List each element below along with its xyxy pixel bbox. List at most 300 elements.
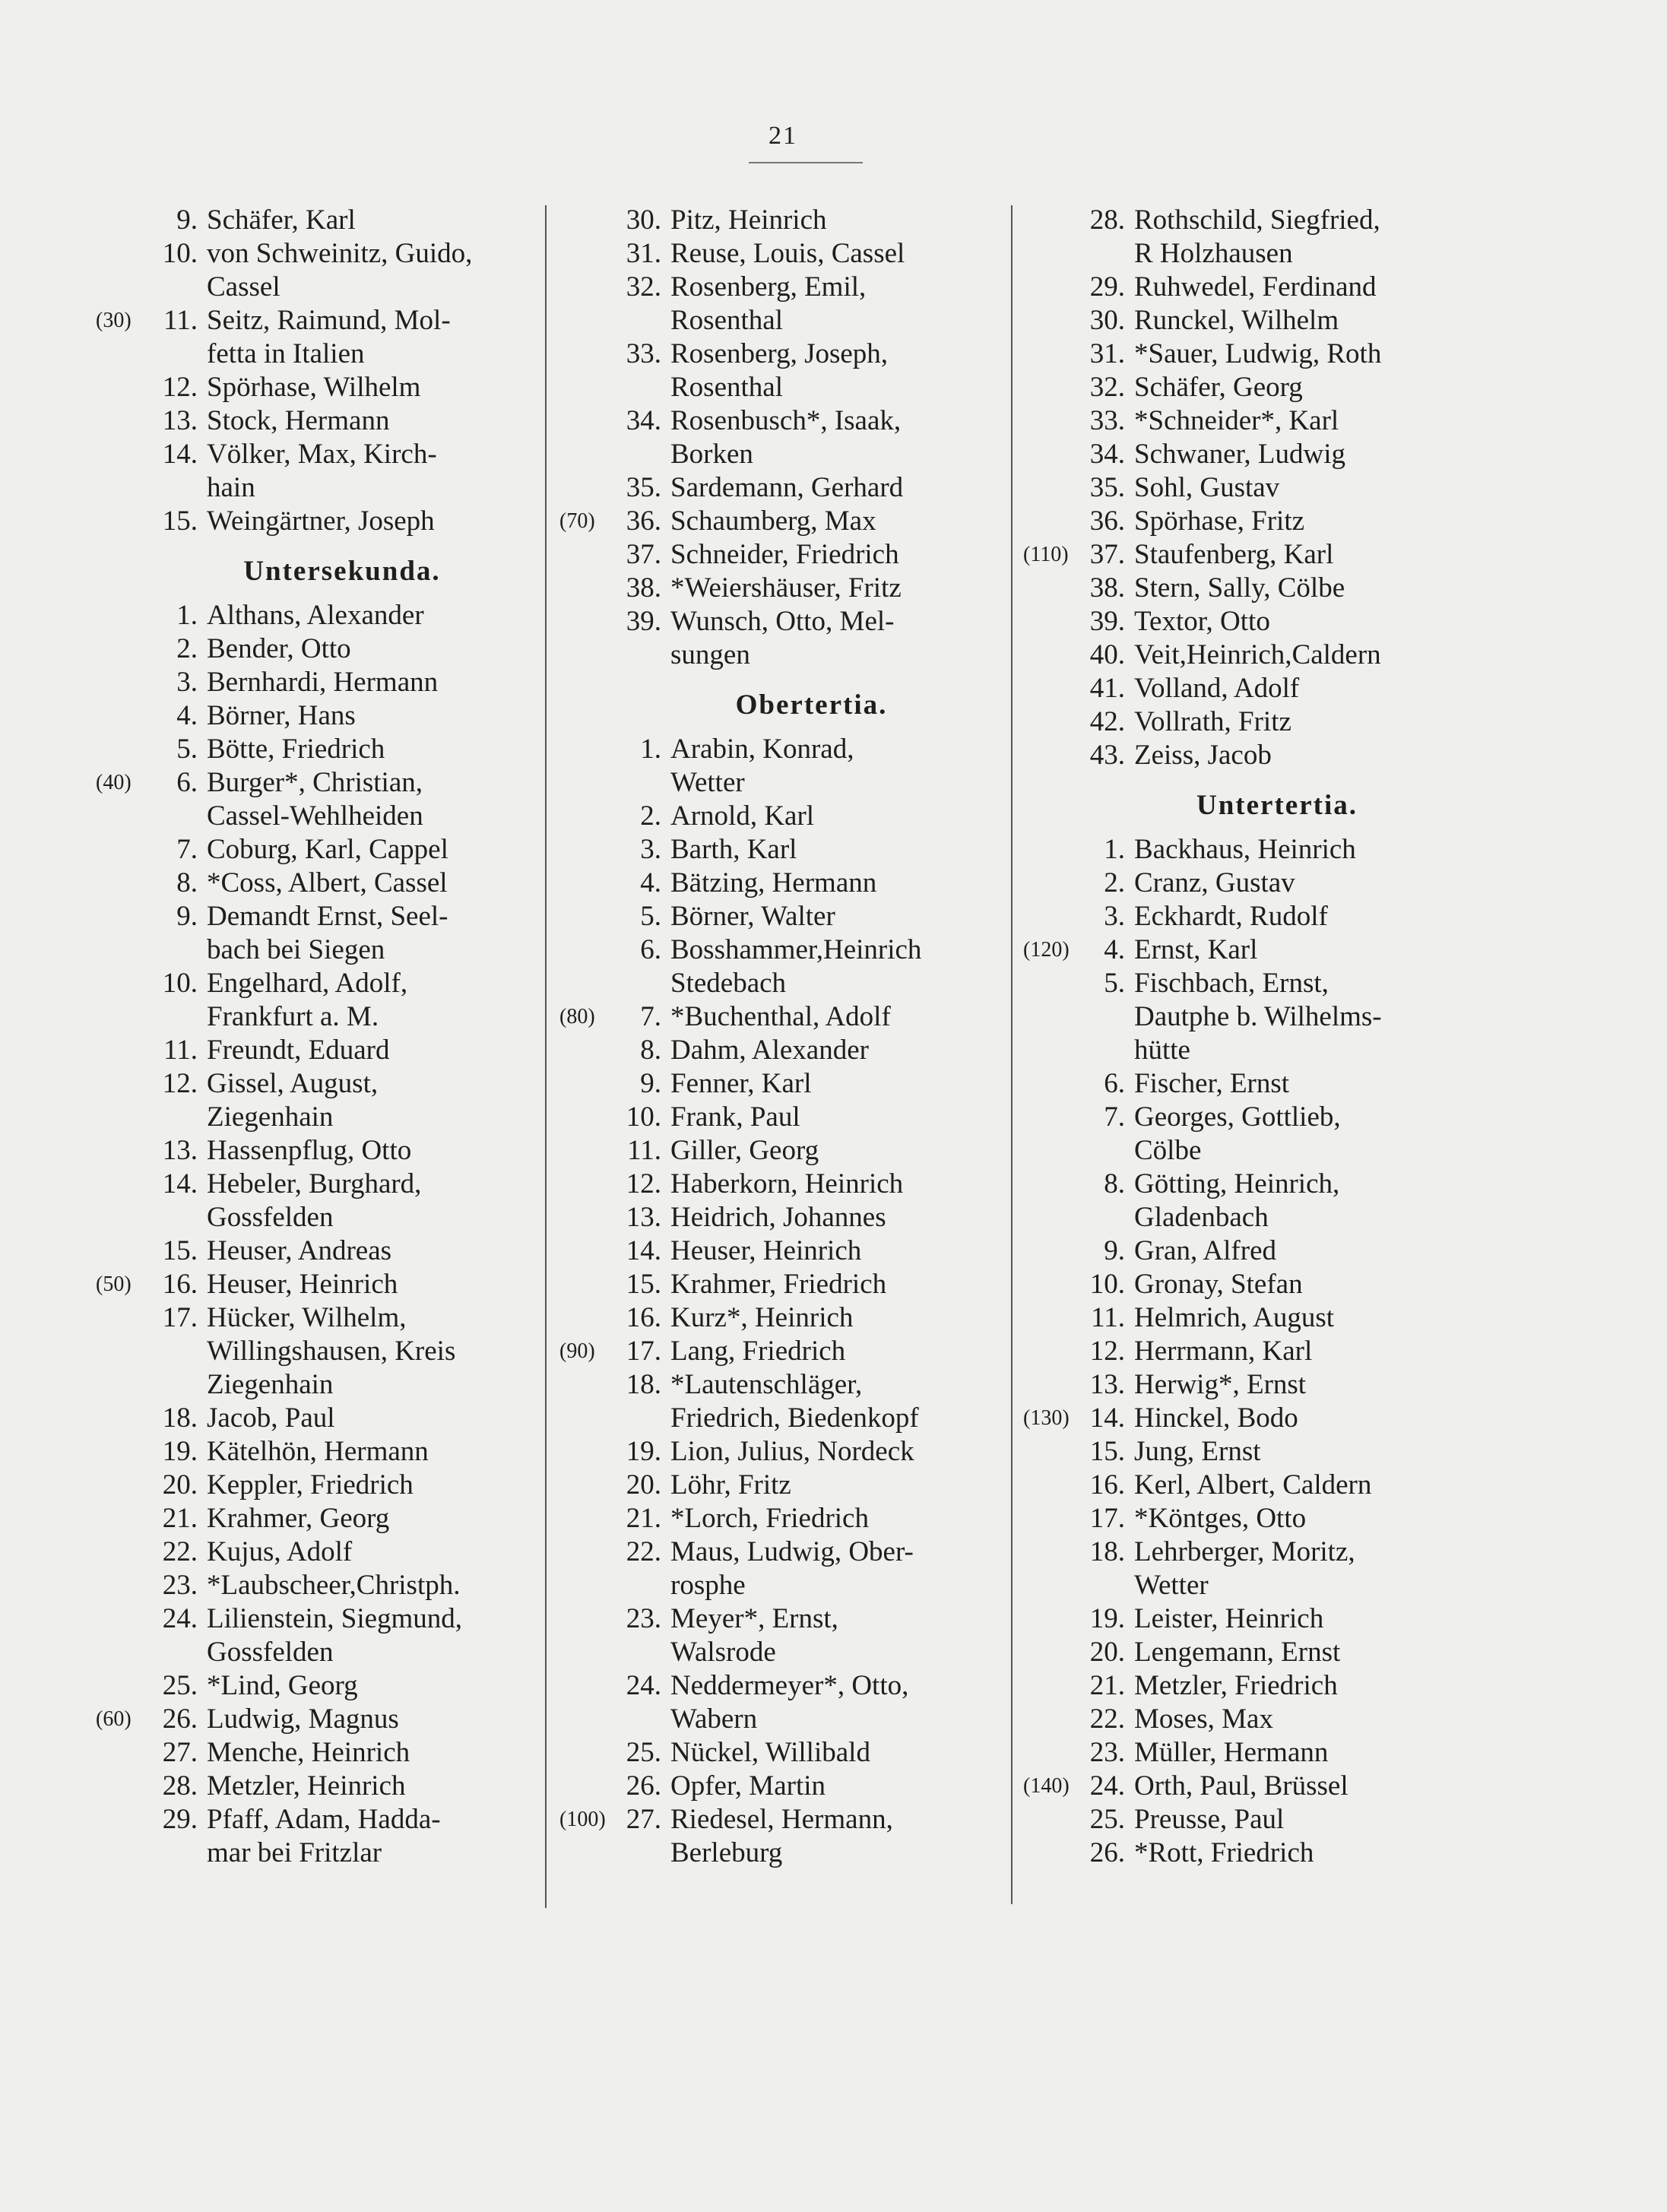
entry-number: 33. <box>1089 405 1125 436</box>
student-entry <box>91 1301 540 1402</box>
entry-number: 2. <box>176 633 198 664</box>
running-count-marker <box>555 933 608 1000</box>
name-line: Hücker, Wilhelm, <box>207 1302 407 1333</box>
name-line: Spörhase, Fritz <box>1134 505 1305 537</box>
running-count-marker <box>1019 1636 1072 1669</box>
name-line: Kerl, Albert, Caldern <box>1134 1469 1372 1501</box>
name-line: Riedesel, Hermann, <box>670 1804 893 1835</box>
name-line: Eckhardt, Rudolf <box>1134 901 1328 932</box>
student-entry <box>1019 605 1475 639</box>
student-entry <box>555 867 1007 900</box>
student-entry <box>555 1268 1007 1301</box>
name-line: Gladenbach <box>1134 1202 1269 1233</box>
student-entry <box>91 1602 540 1669</box>
student-entry <box>1019 338 1475 371</box>
student-entry <box>91 1268 540 1301</box>
entry-number: 27. <box>626 1804 661 1835</box>
student-entry <box>1019 404 1475 438</box>
name-line: Rothschild, Siegfried, <box>1134 204 1380 236</box>
student-name <box>1134 338 1475 371</box>
name-line: Reuse, Louis, Cassel <box>670 238 905 269</box>
entry-number: 1. <box>176 600 198 631</box>
student-name <box>207 304 540 371</box>
student-name <box>207 371 540 404</box>
running-count-marker <box>91 1569 144 1602</box>
student-name <box>670 933 1007 1000</box>
entry-number: 37. <box>1089 539 1125 570</box>
student-entry <box>555 605 1007 672</box>
student-entry <box>1019 1602 1475 1636</box>
student-entry <box>555 900 1007 933</box>
page-number-rule <box>749 162 863 163</box>
running-count-marker <box>91 1067 144 1134</box>
running-count-marker <box>1019 371 1072 404</box>
name-line: Herrmann, Karl <box>1134 1336 1313 1367</box>
running-count-marker <box>555 1067 608 1101</box>
student-name <box>207 1234 540 1268</box>
student-name <box>670 471 1007 505</box>
student-entry <box>555 538 1007 572</box>
name-line: Spörhase, Wilhelm <box>207 372 421 403</box>
running-count-marker <box>91 666 144 699</box>
student-entry <box>91 766 540 833</box>
name-line: *Coss, Albert, Cassel <box>207 867 448 898</box>
student-name <box>670 1134 1007 1168</box>
entry-number: 26. <box>626 1770 661 1802</box>
name-line: Kujus, Adolf <box>207 1536 353 1567</box>
student-name <box>670 271 1007 338</box>
student-entry <box>555 1770 1007 1803</box>
running-count-marker <box>1019 572 1072 605</box>
entry-number: 25. <box>626 1737 661 1768</box>
running-count-marker <box>555 1168 608 1201</box>
student-name <box>670 867 1007 900</box>
student-entry <box>91 237 540 304</box>
name-line: *Sauer, Ludwig, Roth <box>1134 338 1382 369</box>
entry-number: 37. <box>626 539 661 570</box>
student-name <box>670 204 1007 237</box>
running-count-marker <box>1019 1435 1072 1469</box>
student-entry <box>555 1301 1007 1335</box>
entry-number: 13. <box>1089 1369 1125 1400</box>
entry-number: 20. <box>162 1469 198 1501</box>
student-name <box>670 538 1007 572</box>
name-line: Götting, Heinrich, <box>1134 1168 1340 1199</box>
running-count-marker <box>1019 1836 1072 1870</box>
student-entry <box>555 204 1007 237</box>
student-entry <box>1019 1636 1475 1669</box>
student-name <box>207 1435 540 1469</box>
entry-number: 1. <box>1104 834 1125 865</box>
name-line: Jacob, Paul <box>207 1402 335 1434</box>
student-name <box>1134 1469 1475 1502</box>
running-count-marker <box>1019 438 1072 471</box>
student-name <box>670 1469 1007 1502</box>
student-entry <box>91 900 540 967</box>
running-count-marker <box>555 1134 608 1168</box>
student-entry <box>555 1435 1007 1469</box>
entry-number: 16. <box>162 1269 198 1300</box>
name-line: Althans, Alexander <box>207 600 424 631</box>
entry-number: 5. <box>176 734 198 765</box>
running-count-marker <box>1019 967 1072 1067</box>
student-entry <box>1019 1535 1475 1602</box>
student-name <box>207 699 540 733</box>
name-line: Zeiss, Jacob <box>1134 740 1272 771</box>
student-entry <box>91 404 540 438</box>
student-name <box>1134 1402 1475 1435</box>
student-name <box>1134 900 1475 933</box>
entry-number: 24. <box>1089 1770 1125 1802</box>
student-name <box>670 1234 1007 1268</box>
running-count-marker <box>91 1669 144 1703</box>
entry-number: 6. <box>176 767 198 798</box>
running-count-marker <box>91 1770 144 1803</box>
name-line: Freundt, Eduard <box>207 1035 390 1066</box>
name-line: Bötte, Friedrich <box>207 734 385 765</box>
running-count-marker <box>1019 1469 1072 1502</box>
name-line: Backhaus, Heinrich <box>1134 834 1356 865</box>
student-name <box>1134 967 1475 1067</box>
name-line: Willingshausen, Kreis <box>207 1336 456 1367</box>
entry-number: 4. <box>176 700 198 731</box>
student-name <box>207 1301 540 1402</box>
student-entry <box>91 1435 540 1469</box>
running-count-marker <box>555 572 608 605</box>
name-line: Börner, Hans <box>207 700 356 731</box>
running-count-marker: (70) <box>559 509 595 533</box>
student-entry <box>555 1368 1007 1435</box>
name-line: Ruhwedel, Ferdinand <box>1134 271 1377 303</box>
student-name <box>1134 371 1475 404</box>
student-name <box>1134 1535 1475 1602</box>
student-name <box>670 1168 1007 1201</box>
entry-number: 10. <box>162 238 198 269</box>
name-line: Rosenthal <box>670 372 783 403</box>
name-line: Opfer, Martin <box>670 1770 826 1802</box>
name-line: Berleburg <box>670 1837 783 1868</box>
entry-number: 42. <box>1089 706 1125 737</box>
student-entry <box>555 505 1007 538</box>
student-entry <box>1019 304 1475 338</box>
running-count-marker <box>1019 1168 1072 1234</box>
entry-number: 17. <box>1089 1503 1125 1534</box>
name-line: *Schneider*, Karl <box>1134 405 1339 436</box>
name-line: Georges, Gottlieb, <box>1134 1101 1341 1133</box>
running-count-marker <box>91 699 144 733</box>
running-count-marker <box>1019 338 1072 371</box>
entry-number: 31. <box>1089 338 1125 369</box>
running-count-marker <box>91 204 144 237</box>
student-entry <box>91 733 540 766</box>
entry-number: 19. <box>162 1436 198 1467</box>
student-entry <box>91 666 540 699</box>
student-entry <box>91 867 540 900</box>
student-name <box>207 1268 540 1301</box>
student-name <box>1134 471 1475 505</box>
name-line: Jung, Ernst <box>1134 1436 1261 1467</box>
student-entry <box>555 1034 1007 1067</box>
entry-number: 22. <box>162 1536 198 1567</box>
student-name <box>1134 1602 1475 1636</box>
running-count-marker <box>1019 1368 1072 1402</box>
name-line: Neddermeyer*, Otto, <box>670 1670 909 1701</box>
student-name <box>670 1268 1007 1301</box>
student-name <box>1134 1067 1475 1101</box>
entry-number: 36. <box>1089 505 1125 537</box>
student-entry <box>1019 1101 1475 1168</box>
entry-number: 9. <box>176 901 198 932</box>
entry-number: 2. <box>1104 867 1125 898</box>
running-count-marker <box>1019 1703 1072 1736</box>
name-line: Orth, Paul, Brüssel <box>1134 1770 1348 1802</box>
student-name <box>670 1535 1007 1602</box>
entry-number: 36. <box>626 505 661 537</box>
name-line: mar bei Fritzlar <box>207 1837 382 1868</box>
section-heading: Untersekunda. <box>243 556 441 587</box>
student-name <box>1134 1234 1475 1268</box>
entry-number: 22. <box>1089 1703 1125 1735</box>
student-name <box>670 404 1007 471</box>
student-name <box>670 237 1007 271</box>
student-entry <box>91 1803 540 1870</box>
student-name <box>1134 672 1475 705</box>
name-line: Bender, Otto <box>207 633 351 664</box>
name-line: Fenner, Karl <box>670 1068 812 1099</box>
entry-number: 24. <box>626 1670 661 1701</box>
student-entry <box>555 471 1007 505</box>
student-entry <box>555 1502 1007 1535</box>
student-name <box>1134 1770 1475 1803</box>
student-name <box>670 1067 1007 1101</box>
name-line: hütte <box>1134 1035 1190 1066</box>
student-name <box>1134 1669 1475 1703</box>
name-line: Wetter <box>670 767 745 798</box>
running-count-marker <box>1019 1803 1072 1836</box>
running-count-marker <box>91 1301 144 1402</box>
entry-number: 22. <box>626 1536 661 1567</box>
running-count-marker <box>555 833 608 867</box>
student-name <box>207 1402 540 1435</box>
name-line: Nückel, Willibald <box>670 1737 870 1768</box>
running-count-marker <box>555 605 608 672</box>
name-line: Dautphe b. Wilhelms- <box>1134 1001 1382 1032</box>
running-count-marker <box>555 1101 608 1134</box>
column-3 <box>1019 204 1475 1870</box>
name-line: Wetter <box>1134 1570 1209 1601</box>
entry-number: 23. <box>1089 1737 1125 1768</box>
entry-number: 31. <box>626 238 661 269</box>
name-line: Barth, Karl <box>670 834 797 865</box>
running-count-marker <box>1019 1736 1072 1770</box>
entry-number: 11. <box>163 305 198 336</box>
name-line: Gissel, August, <box>207 1068 379 1099</box>
running-count-marker: (110) <box>1023 543 1069 566</box>
student-entry <box>1019 271 1475 304</box>
name-line: Bätzing, Hermann <box>670 867 877 898</box>
name-line: Schaumberg, Max <box>670 505 876 537</box>
student-name <box>670 800 1007 833</box>
student-name <box>670 1602 1007 1669</box>
student-name <box>1134 1335 1475 1368</box>
student-name <box>207 1703 540 1736</box>
student-entry <box>1019 672 1475 705</box>
name-line: Meyer*, Ernst, <box>670 1603 838 1634</box>
name-line: Sardemann, Gerhard <box>670 472 904 503</box>
student-name <box>1134 204 1475 271</box>
student-entry <box>1019 538 1475 572</box>
column-divider-2 <box>1011 205 1013 1904</box>
entry-number: 32. <box>626 271 661 303</box>
name-line: Menche, Heinrich <box>207 1737 410 1768</box>
student-entry <box>1019 438 1475 471</box>
student-name <box>207 1669 540 1703</box>
student-name <box>1134 404 1475 438</box>
name-line: Wabern <box>670 1703 758 1735</box>
name-line: Cranz, Gustav <box>1134 867 1295 898</box>
student-name <box>207 632 540 666</box>
entry-number: 3. <box>1104 901 1125 932</box>
entry-number: 29. <box>1089 271 1125 303</box>
name-line: Löhr, Fritz <box>670 1469 791 1501</box>
student-entry <box>1019 1335 1475 1368</box>
entry-number: 27. <box>162 1737 198 1768</box>
name-line: Borken <box>670 439 753 470</box>
entry-number: 15. <box>162 505 198 537</box>
student-name <box>670 1034 1007 1067</box>
student-entry <box>91 204 540 237</box>
name-line: Coburg, Karl, Cappel <box>207 834 448 865</box>
student-entry <box>91 438 540 505</box>
student-entry <box>555 1803 1007 1870</box>
running-count-marker <box>555 1469 608 1502</box>
student-entry <box>1019 1502 1475 1535</box>
name-line: Krahmer, Georg <box>207 1503 390 1534</box>
student-name <box>1134 1435 1475 1469</box>
name-line: Vollrath, Fritz <box>1134 706 1291 737</box>
entry-number: 13. <box>162 405 198 436</box>
student-name <box>1134 639 1475 672</box>
name-line: Lehrberger, Moritz, <box>1134 1536 1355 1567</box>
name-line: rosphe <box>670 1570 746 1601</box>
name-line: Schäfer, Georg <box>1134 372 1303 403</box>
student-name <box>1134 1301 1475 1335</box>
running-count-marker <box>1019 271 1072 304</box>
running-count-marker <box>555 1770 608 1803</box>
student-entry <box>555 237 1007 271</box>
running-count-marker <box>91 1402 144 1435</box>
student-name <box>207 1502 540 1535</box>
student-entry <box>91 833 540 867</box>
student-name <box>207 204 540 237</box>
student-entry <box>1019 572 1475 605</box>
name-line: *Laubscheer,Christph. <box>207 1570 461 1601</box>
name-line: *Lind, Georg <box>207 1670 358 1701</box>
student-name <box>207 1067 540 1134</box>
running-count-marker <box>91 1234 144 1268</box>
entry-number: 12. <box>162 1068 198 1099</box>
running-count-marker <box>1019 1268 1072 1301</box>
student-entry <box>91 304 540 371</box>
running-count-marker <box>555 1669 608 1736</box>
name-line: Schwaner, Ludwig <box>1134 439 1346 470</box>
student-entry <box>1019 1234 1475 1268</box>
name-line: Giller, Georg <box>670 1135 819 1166</box>
student-name <box>207 237 540 304</box>
student-name <box>207 438 540 505</box>
page-number: 21 <box>769 122 797 150</box>
section-heading: Obertertia. <box>735 689 888 721</box>
student-entry <box>1019 1669 1475 1703</box>
running-count-marker <box>1019 639 1072 672</box>
name-line: Krahmer, Friedrich <box>670 1269 887 1300</box>
running-count-marker <box>555 1034 608 1067</box>
student-entry <box>91 967 540 1034</box>
running-count-marker <box>91 1803 144 1870</box>
running-count-marker: (130) <box>1023 1406 1070 1430</box>
running-count-marker <box>555 538 608 572</box>
running-count-marker <box>91 833 144 867</box>
student-entry <box>555 933 1007 1000</box>
entry-number: 15. <box>1089 1436 1125 1467</box>
name-line: *Rott, Friedrich <box>1134 1837 1314 1868</box>
running-count-marker <box>91 967 144 1034</box>
entry-number: 12. <box>162 372 198 403</box>
name-line: Wunsch, Otto, Mel- <box>670 606 895 637</box>
entry-number: 2. <box>640 800 661 832</box>
name-line: Cassel-Wehlheiden <box>207 800 423 832</box>
student-name <box>207 666 540 699</box>
student-name <box>207 1168 540 1234</box>
student-name <box>670 1502 1007 1535</box>
entry-number: 23. <box>626 1603 661 1634</box>
student-entry <box>1019 1703 1475 1736</box>
name-line: *Weiershäuser, Fritz <box>670 572 902 604</box>
running-count-marker <box>1019 900 1072 933</box>
student-entry <box>555 1101 1007 1134</box>
running-count-marker <box>1019 1502 1072 1535</box>
student-entry <box>91 1034 540 1067</box>
student-entry <box>91 599 540 632</box>
student-entry <box>91 1168 540 1234</box>
student-entry <box>91 699 540 733</box>
entry-number: 15. <box>626 1269 661 1300</box>
entry-number: 41. <box>1089 673 1125 704</box>
entry-number: 29. <box>162 1804 198 1835</box>
student-entry <box>1019 1268 1475 1301</box>
name-line: Lengemann, Ernst <box>1134 1637 1341 1668</box>
entry-number: 21. <box>626 1503 661 1534</box>
student-entry <box>91 1669 540 1703</box>
running-count-marker <box>555 1535 608 1602</box>
entry-number: 32. <box>1089 372 1125 403</box>
name-line: Fischbach, Ernst, <box>1134 968 1329 999</box>
student-entry <box>1019 833 1475 867</box>
running-count-marker <box>1019 1234 1072 1268</box>
name-line: Bernhardi, Hermann <box>207 667 439 698</box>
student-name <box>207 1736 540 1770</box>
student-entry <box>91 1234 540 1268</box>
running-count-marker: (40) <box>96 771 132 794</box>
student-entry <box>91 1703 540 1736</box>
entry-number: 8. <box>176 867 198 898</box>
name-line: Ziegenhain <box>207 1101 334 1133</box>
running-count-marker <box>555 1234 608 1268</box>
student-name <box>207 1535 540 1569</box>
student-name <box>670 900 1007 933</box>
entry-number: 8. <box>640 1035 661 1066</box>
entry-number: 39. <box>626 606 661 637</box>
